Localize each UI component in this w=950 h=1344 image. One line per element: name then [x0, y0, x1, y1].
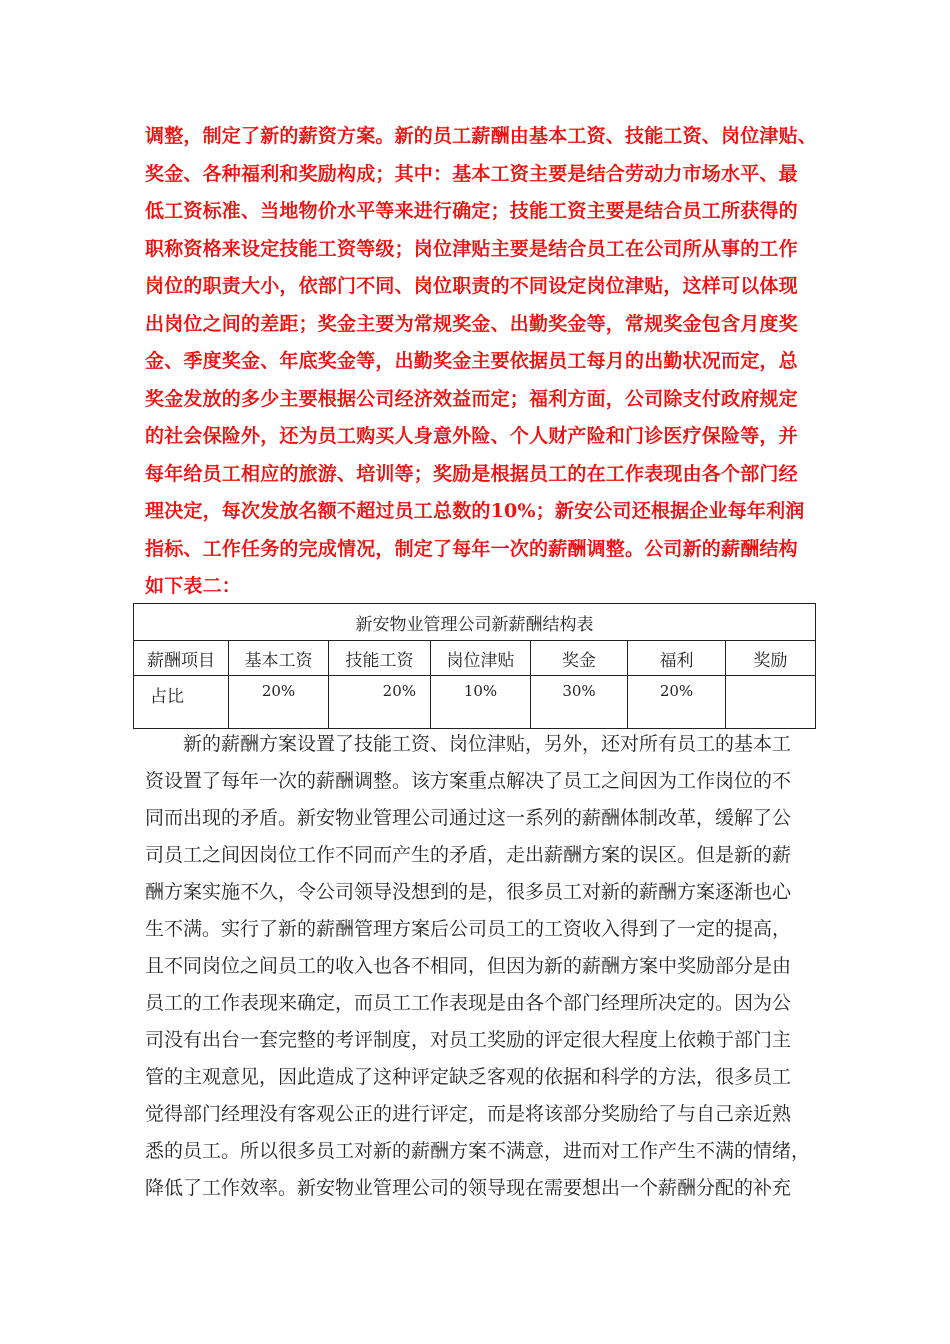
- paragraph-line: 的社会保险外，还为员工购买人身意外险、个人财产险和门诊医疗保险等，并: [145, 425, 798, 447]
- red-paragraph: [145, 118, 818, 606]
- paragraph-line: 悉的员工。所以很多员工对新的薪酬方案不满意，进而对工作产生不满的情绪，: [145, 1140, 811, 1162]
- table-header-row: [134, 641, 816, 676]
- paragraph-line: 同而出现的矛盾。新安物业管理公司通过这一系列的薪酬体制改革，缓解了公: [145, 807, 792, 829]
- table-cell: 10%: [431, 676, 531, 729]
- paragraph-line: 奖金发放的多少主要根据公司经济效益而定；福利方面，公司除支付政府规定: [145, 387, 798, 410]
- table-header-cell: 奖金: [531, 641, 628, 676]
- paragraph-line: 出岗位之间的差距；奖金主要为常规奖金、出勤奖金等，常规奖金包含月度奖: [145, 312, 798, 335]
- paragraph-line: 酬方案实施不久，令公司领导没想到的是，很多员工对新的薪酬方案逐渐也心: [145, 881, 792, 903]
- table-header-cell: 薪酬项目: [134, 641, 229, 676]
- paragraph-line: 降低了工作效率。新安物业管理公司的领导现在需要想出一个薪酬分配的补充: [145, 1177, 792, 1199]
- table-cell: 20%: [229, 676, 329, 729]
- paragraph-line: 司没有出台一套完整的考评制度，对员工奖励的评定很大程度上依赖于部门主: [145, 1029, 792, 1051]
- table-cell: 30%: [531, 676, 628, 729]
- table-title: 新安物业管理公司新薪酬结构表: [134, 604, 816, 641]
- paragraph-line: 金、季度奖金、年底奖金等，出勤奖金主要依据员工每月的出勤状况而定，总: [145, 350, 798, 372]
- paragraph-line: 奖金、各种福利和奖励构成；其中：基本工资主要是结合劳动力市场水平、最: [145, 162, 798, 185]
- table-header-cell: 奖励: [726, 641, 816, 676]
- table-title-row: [134, 604, 816, 641]
- paragraph-line: 且不同岗位之间员工的收入也各不相同，但因为新的薪酬方案中奖励部分是由: [145, 955, 792, 977]
- paragraph-line: 生不满。实行了新的薪酬管理方案后公司员工的工资收入得到了一定的提高，: [145, 918, 792, 940]
- table-row: [134, 676, 816, 729]
- table-cell: 20%: [329, 676, 431, 729]
- paragraph-line: 如下表二：: [145, 575, 242, 597]
- paragraph-line: 觉得部门经理没有客观公正的进行评定，而是将该部分奖励给了与自己亲近熟: [145, 1103, 792, 1125]
- paragraph-line: 司员工之间因岗位工作不同而产生的矛盾，走出薪酬方案的误区。但是新的薪: [145, 844, 792, 866]
- salary-structure-table: [133, 603, 816, 729]
- table-header-cell: 岗位津贴: [431, 641, 531, 676]
- paragraph-line: 管的主观意见，因此造成了这种评定缺乏客观的依据和科学的方法，很多员工: [145, 1066, 792, 1088]
- paragraph-line: 理决定，每次发放名额不超过员工总数的10%；新安公司还根据企业每年利润: [145, 500, 805, 522]
- table-header-cell: 福利: [628, 641, 726, 676]
- paragraph-line: 员工的工作表现来确定，而员工工作表现是由各个部门经理所决定的。因为公: [145, 992, 792, 1014]
- paragraph-line: 每年给员工相应的旅游、培训等；奖励是根据员工的在工作表现由各个部门经: [145, 462, 798, 485]
- table-header-cell: 技能工资: [329, 641, 431, 676]
- table-cell: 20%: [628, 676, 726, 729]
- paragraph-line: 低工资标准、当地物价水平等来进行确定；技能工资主要是结合员工所获得的: [145, 200, 798, 222]
- table-cell: 占比: [134, 676, 229, 729]
- body-paragraph: [145, 726, 825, 1207]
- paragraph-line: 岗位的职责大小，依部门不同、岗位职责的不同设定岗位津贴，这样可以体现: [145, 275, 798, 297]
- paragraph-line: 职称资格来设定技能工资等级；岗位津贴主要是结合员工在公司所从事的工作: [145, 237, 798, 260]
- paragraph-line: 资设置了每年一次的薪酬调整。该方案重点解决了员工之间因为工作岗位的不: [145, 770, 792, 792]
- table-header-cell: 基本工资: [229, 641, 329, 676]
- paragraph-line: 新的薪酬方案设置了技能工资、岗位津贴，另外，还对所有员工的基本工: [145, 733, 792, 755]
- paragraph-line: 调整，制定了新的薪资方案。新的员工薪酬由基本工资、技能工资、岗位津贴、: [145, 125, 818, 147]
- paragraph-line: 指标、工作任务的完成情况，制定了每年一次的薪酬调整。公司新的薪酬结构: [145, 537, 798, 560]
- table-cell: [726, 676, 816, 729]
